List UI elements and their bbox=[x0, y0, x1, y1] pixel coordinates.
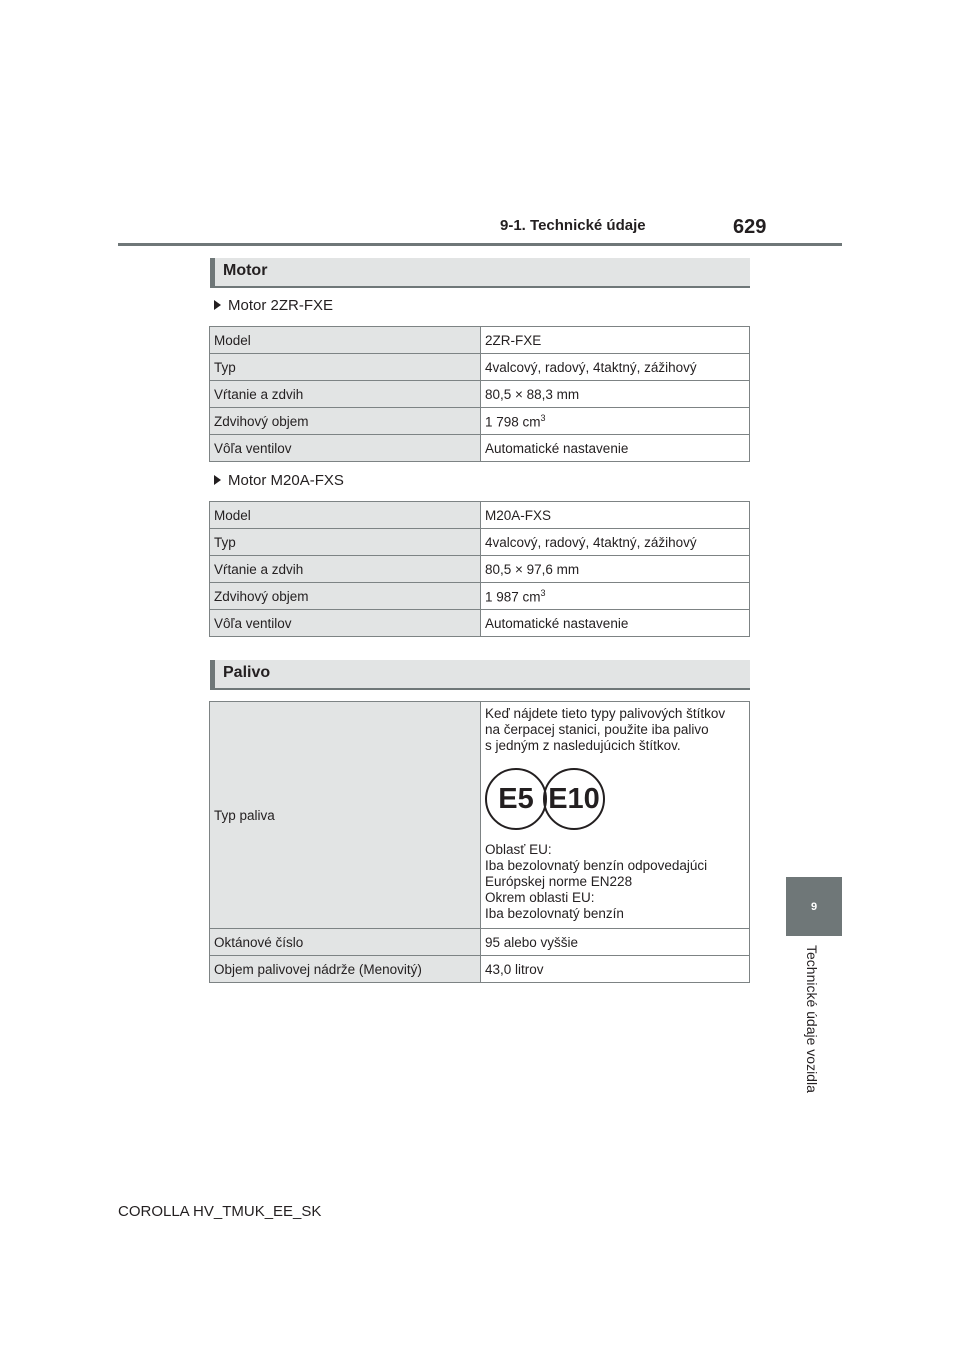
spec-key: Vŕtanie a zdvih bbox=[210, 556, 481, 583]
spec-value: 2ZR-FXE bbox=[481, 327, 750, 354]
table-row bbox=[210, 502, 750, 529]
spec-key: Typ bbox=[210, 529, 481, 556]
spec-value: 80,5 × 97,6 mm bbox=[481, 556, 750, 583]
fuel-note-line: Okrem oblasti EU: bbox=[485, 890, 595, 905]
unit-superscript: 3 bbox=[540, 587, 546, 598]
fuel-note-line: Iba bezolovnatý benzín odpovedajúci bbox=[485, 858, 708, 873]
table-row bbox=[210, 354, 750, 381]
table-row bbox=[210, 702, 750, 929]
chapter-label: Technické údaje vozidla bbox=[804, 945, 820, 1093]
section-header: 9-1. Technické údaje bbox=[500, 217, 646, 234]
engine-m20a-title: Motor M20A-FXS bbox=[228, 472, 344, 489]
spec-key: Vôľa ventilov bbox=[210, 435, 481, 462]
triangle-bullet-icon bbox=[214, 300, 221, 310]
spec-value: Automatické nastavenie bbox=[481, 435, 750, 462]
fuel-note-line: Iba bezolovnatý benzín bbox=[485, 906, 624, 921]
table-row bbox=[210, 610, 750, 637]
fuel-label-badges bbox=[485, 768, 745, 830]
unit-superscript: 3 bbox=[540, 412, 546, 423]
table-row bbox=[210, 435, 750, 462]
spec-key: Zdvihový objem bbox=[210, 408, 481, 435]
table-row bbox=[210, 327, 750, 354]
footer-doc-id: COROLLA HV_TMUK_EE_SK bbox=[118, 1203, 322, 1220]
table-row bbox=[210, 583, 750, 610]
fuel-type-value bbox=[481, 702, 750, 929]
fuel-label-e10-badge: E10 bbox=[543, 768, 605, 830]
spec-value: 4valcový, radový, 4taktný, zážihový bbox=[481, 529, 750, 556]
spec-key: Typ paliva bbox=[210, 702, 481, 929]
engine-2zr-title: Motor 2ZR-FXE bbox=[228, 297, 334, 314]
spec-value: 4valcový, radový, 4taktný, zážihový bbox=[481, 354, 750, 381]
spec-key: Typ bbox=[210, 354, 481, 381]
spec-value: 43,0 litrov bbox=[481, 956, 750, 983]
spec-key: Zdvihový objem bbox=[210, 583, 481, 610]
spec-key: Vôľa ventilov bbox=[210, 610, 481, 637]
engine-m20a-heading bbox=[214, 472, 344, 489]
engine-m20a-spec-table bbox=[209, 501, 750, 637]
engine-2zr-spec-table bbox=[209, 326, 750, 462]
header-divider bbox=[118, 243, 842, 246]
spec-value: Automatické nastavenie bbox=[481, 610, 750, 637]
fuel-intro-line: na čerpacej stanici, použite iba palivo bbox=[485, 722, 709, 737]
fuel-spec-table bbox=[209, 701, 750, 983]
fuel-intro-line: s jedným z nasledujúcich štítkov. bbox=[485, 738, 681, 753]
fuel-section-heading bbox=[210, 660, 750, 690]
motor-section-heading bbox=[210, 258, 750, 288]
displacement-value: 1 798 cm bbox=[485, 414, 541, 430]
spec-value bbox=[481, 408, 750, 435]
triangle-bullet-icon bbox=[214, 475, 221, 485]
spec-key: Oktánové číslo bbox=[210, 929, 481, 956]
spec-key: Objem palivovej nádrže (Menovitý) bbox=[210, 956, 481, 983]
table-row bbox=[210, 381, 750, 408]
motor-section-title: Motor bbox=[223, 262, 268, 279]
displacement-value: 1 987 cm bbox=[485, 589, 541, 605]
table-row bbox=[210, 929, 750, 956]
spec-value bbox=[481, 583, 750, 610]
chapter-number: 9 bbox=[810, 901, 818, 913]
fuel-note-line: Európskej norme EN228 bbox=[485, 874, 633, 889]
fuel-note-line: Oblasť EU: bbox=[485, 842, 552, 857]
table-row bbox=[210, 556, 750, 583]
table-row bbox=[210, 956, 750, 983]
fuel-intro-line: Keď nájdete tieto typy palivových štítkov bbox=[485, 706, 726, 721]
table-row bbox=[210, 408, 750, 435]
page-number: 629 bbox=[733, 216, 767, 238]
spec-key: Model bbox=[210, 327, 481, 354]
spec-value: 95 alebo vyššie bbox=[481, 929, 750, 956]
chapter-tab bbox=[786, 877, 842, 936]
spec-value: M20A-FXS bbox=[481, 502, 750, 529]
spec-key: Vŕtanie a zdvih bbox=[210, 381, 481, 408]
fuel-label-e5-badge: E5 bbox=[485, 768, 547, 830]
spec-key: Model bbox=[210, 502, 481, 529]
table-row bbox=[210, 529, 750, 556]
spec-value: 80,5 × 88,3 mm bbox=[481, 381, 750, 408]
engine-2zr-heading bbox=[214, 297, 333, 314]
fuel-section-title: Palivo bbox=[223, 664, 271, 681]
